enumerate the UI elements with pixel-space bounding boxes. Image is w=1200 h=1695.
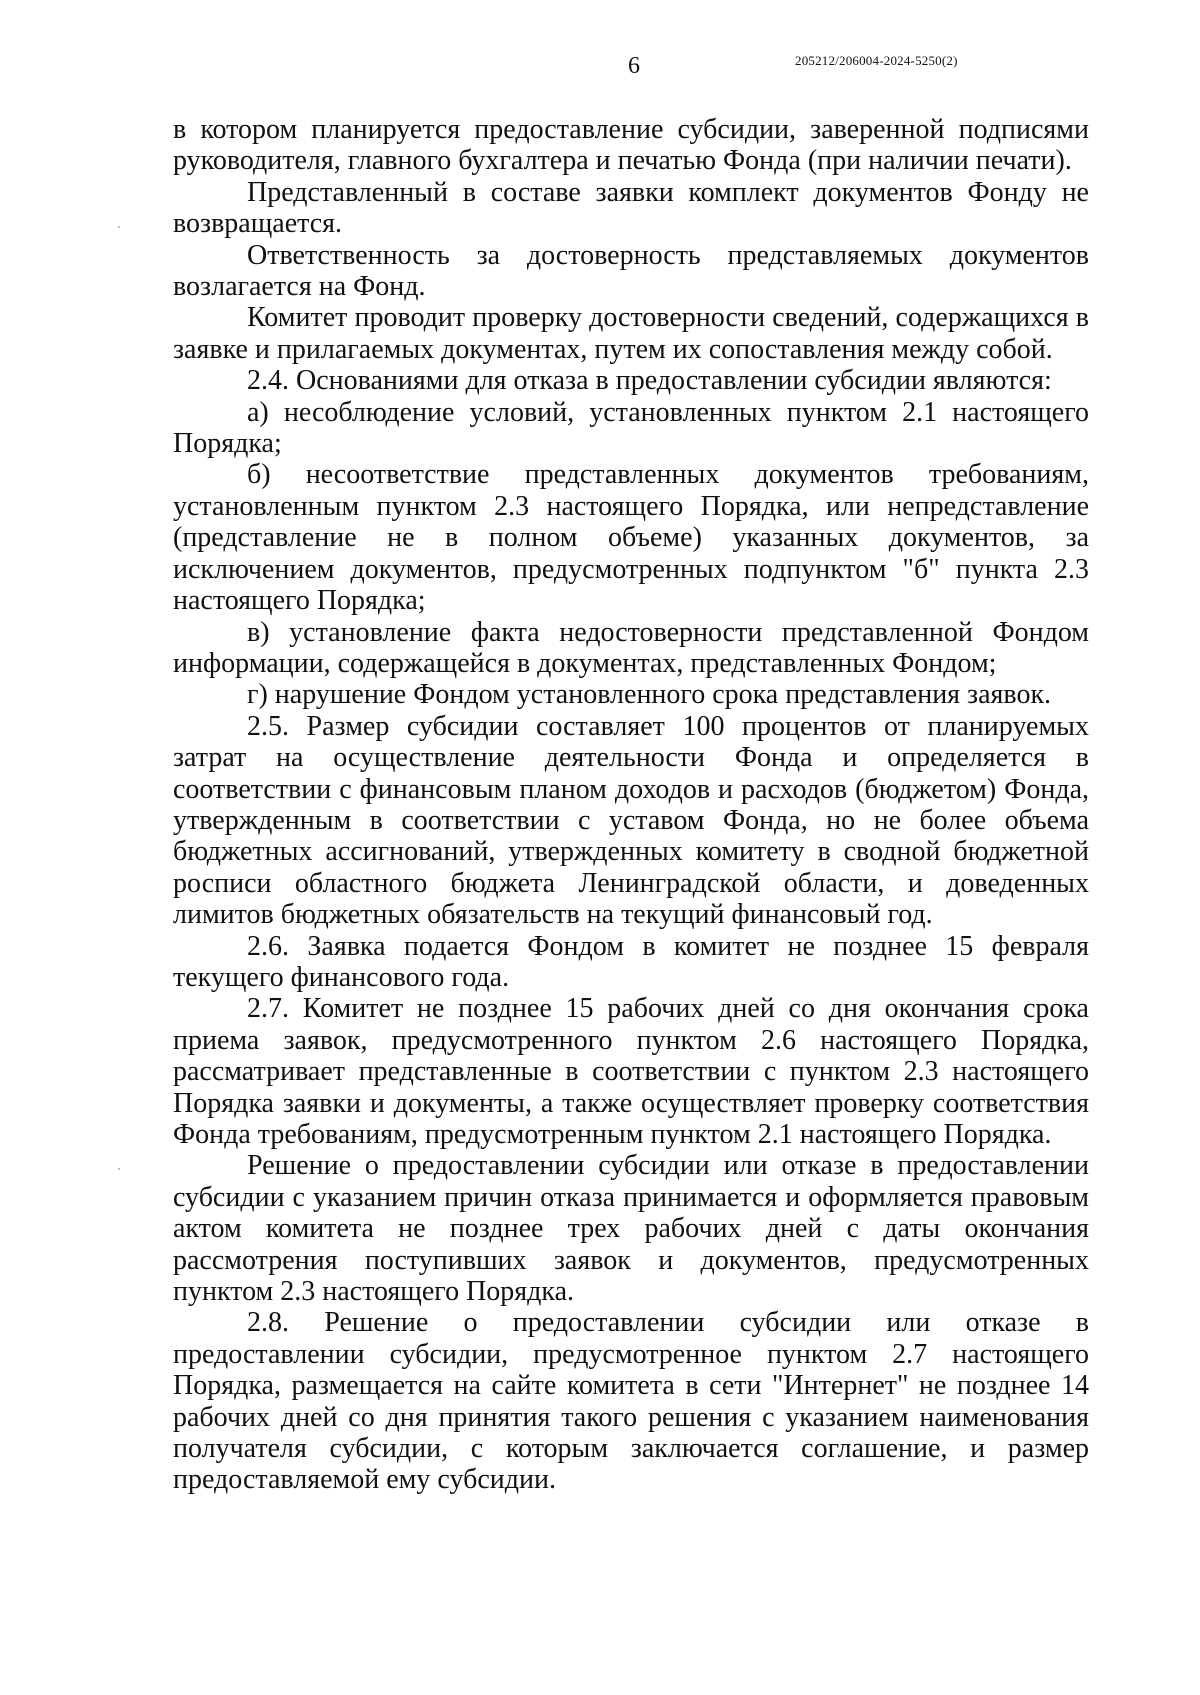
paragraph-item-a: а) несоблюдение условий, установленных пунктом 2.1 настоящего Порядка; xyxy=(173,396,1089,460)
paragraph: Комитет проводит проверку достоверности сведений, содержащихся в заявке и прилагаемых документах, путем их сопоставления между собой. xyxy=(173,302,1089,365)
scan-margin-mark xyxy=(118,1168,120,1170)
scan-margin-mark xyxy=(118,226,120,228)
paragraph-continuation: в котором планируется предоставление субсидии, заверенной подписями руководителя, главного бухгалтера и печатью Фонда (при наличии печати). xyxy=(173,114,1089,177)
paragraph-clause-2-4: 2.4. Основаниями для отказа в предоставлении субсидии являются: xyxy=(247,365,1052,397)
paragraph-item-g: г) нарушение Фондом установленного срока представления заявок. xyxy=(247,679,1052,711)
paragraph-item-v: в) установление факта недостоверности представленной Фондом информации, содержащейся в документах, представленных Фондом; xyxy=(173,616,1089,679)
document-code: 205212/206004-2024-5250(2) xyxy=(795,53,958,68)
paragraph-clause-2-7: 2.7. Комитет не позднее 15 рабочих дней со дня окончания срока приема заявок, предусмотренного пунктом 2.6 настоящего Порядка, рассматривает представленные в соответствии с пунктом 2.3 настоящего Порядка заявки и документы, а также осуществляет проверку соответствия Фонда требованиям, предусмотренным пунктом 2.1 настоящего Порядка. xyxy=(173,993,1089,1150)
paragraph: Решение о предоставлении субсидии или отказе в предоставлении субсидии с указанием причин отказа принимается и оформляется правовым актом комитета не позднее трех рабочих дней с даты окончания рассмотрения поступивших заявок и документов, предусмотренных пунктом 2.3 настоящего Порядка. xyxy=(173,1150,1089,1308)
paragraph-clause-2-8: 2.8. Решение о предоставлении субсидии или отказе в предоставлении субсидии, предусмотренное пунктом 2.7 настоящего Порядка, размещается на сайте комитета в сети "Интернет" не позднее 14 рабочих дней со дня принятия такого решения с указанием наименования получателя субсидии, с которым заключается соглашение, и размер предоставляемой ему субсидии. xyxy=(173,1307,1089,1496)
paragraph-clause-2-6: 2.6. Заявка подается Фондом в комитет не позднее 15 февраля текущего финансового года. xyxy=(173,930,1089,993)
paragraph-clause-2-5: 2.5. Размер субсидии составляет 100 процентов от планируемых затрат на осуществление деятельности Фонда и определяется в соответствии с финансовым планом доходов и расходов (бюджетом) Фонда, утвержденным в соответствии с уставом Фонда, но не более объема бюджетных ассигнований, утвержденных комитету в сводной бюджетной росписи областного бюджета Ленинградской области, и доведенных лимитов бюджетных обязательств на текущий финансовый год. xyxy=(173,710,1089,931)
paragraph-item-b: б) несоответствие представленных документов требованиям, установленным пунктом 2.3 настоящего Порядка, или непредставление (представление не в полном объеме) указанных документов, за исключением документов, предусмотренных подпунктом "б" пункта 2.3 настоящего Порядка; xyxy=(173,459,1089,617)
page-number: 6 xyxy=(628,53,640,79)
paragraph: Представленный в составе заявки комплект документов Фонду не возвращается. xyxy=(173,176,1089,240)
document-body xyxy=(173,114,1089,1496)
paragraph: Ответственность за достоверность представляемых документов возлагается на Фонд. xyxy=(173,239,1089,303)
